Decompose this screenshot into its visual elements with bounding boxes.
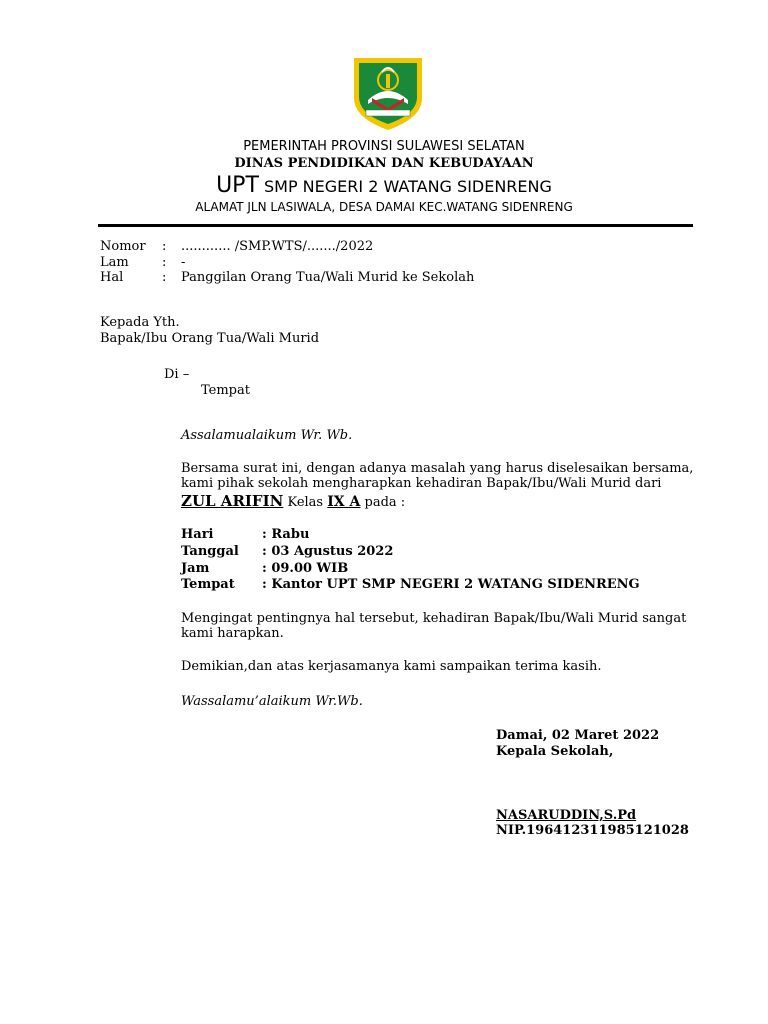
school-crest-logo <box>348 52 428 132</box>
header-agency: DINAS PENDIDIKAN DAN KEBUDAYAAN <box>234 156 534 171</box>
student-name: ZUL ARIFIN <box>181 492 284 510</box>
meta-value: ............ /SMP.WTS/......./2022 <box>181 239 374 254</box>
header-school-name: SMP NEGERI 2 WATANG SIDENRENG <box>263 177 552 196</box>
para2-line2: kami harapkan. <box>181 626 284 641</box>
detail-row-jam <box>181 561 661 577</box>
meta-label: Lam <box>100 255 129 270</box>
meta-sep: : <box>162 255 167 270</box>
detail-value: : 09.00 WIB <box>262 561 349 576</box>
meta-row-lam <box>100 255 600 271</box>
detail-label: Jam <box>181 561 210 576</box>
detail-row-tempat <box>181 577 661 593</box>
student-line <box>181 492 405 510</box>
recipient-line2: Bapak/Ibu Orang Tua/Wali Murid <box>100 331 320 346</box>
header-province: PEMERINTAH PROVINSI SULAWESI SELATAN <box>243 139 525 154</box>
meta-row-hal <box>100 270 600 286</box>
meta-label: Nomor <box>100 239 146 254</box>
detail-row-tanggal <box>181 544 661 560</box>
recipient-tempat: Tempat <box>201 383 250 398</box>
detail-label: Hari <box>181 527 214 542</box>
kelas-label: Kelas <box>287 495 324 510</box>
header-address: ALAMAT JLN LASIWALA, DESA DAMAI KEC.WATANG SIDENRENG <box>195 200 573 214</box>
meta-row-nomor <box>100 239 600 255</box>
detail-row-hari <box>181 527 661 543</box>
greeting: Assalamualaikum Wr. Wb. <box>181 428 353 443</box>
meta-label: Hal <box>100 270 124 285</box>
header-school <box>0 173 768 200</box>
recipient-line1: Kepada Yth. <box>100 315 180 330</box>
detail-value: : 03 Agustus 2022 <box>262 544 394 559</box>
meta-sep: : <box>162 270 167 285</box>
pada-text: pada : <box>364 495 406 510</box>
meta-sep: : <box>162 239 167 254</box>
detail-label: Tempat <box>181 577 235 592</box>
para2-line1: Mengingat pentingnya hal tersebut, kehadiran Bapak/Ibu/Wali Murid sangat <box>181 611 687 626</box>
para1-line2: kami pihak sekolah mengharapkan kehadiran Bapak/Ibu/Wali Murid dari <box>181 476 662 491</box>
para1-line1: Bersama surat ini, dengan adanya masalah yang harus diselesaikan bersama, <box>181 461 694 476</box>
signature-place-date: Damai, 02 Maret 2022 <box>496 728 660 743</box>
signature-nip: NIP.196412311985121028 <box>496 823 689 838</box>
closing: Wassalamu’alaikum Wr.Wb. <box>181 694 363 709</box>
header-divider <box>98 224 693 227</box>
kelas-value: IX A <box>327 494 361 510</box>
para3: Demikian,dan atas kerjasamanya kami sampaikan terima kasih. <box>181 659 602 674</box>
meta-value: - <box>181 255 186 270</box>
detail-value: : Rabu <box>262 527 310 542</box>
header-school-prefix: UPT <box>216 173 259 198</box>
meta-value: Panggilan Orang Tua/Wali Murid ke Sekolah <box>181 270 475 285</box>
detail-label: Tanggal <box>181 544 239 559</box>
signature-name: NASARUDDIN,S.Pd <box>496 808 637 823</box>
detail-value: : Kantor UPT SMP NEGERI 2 WATANG SIDENRENG <box>262 577 640 592</box>
signature-position: Kepala Sekolah, <box>496 744 614 759</box>
recipient-di: Di – <box>164 367 190 382</box>
